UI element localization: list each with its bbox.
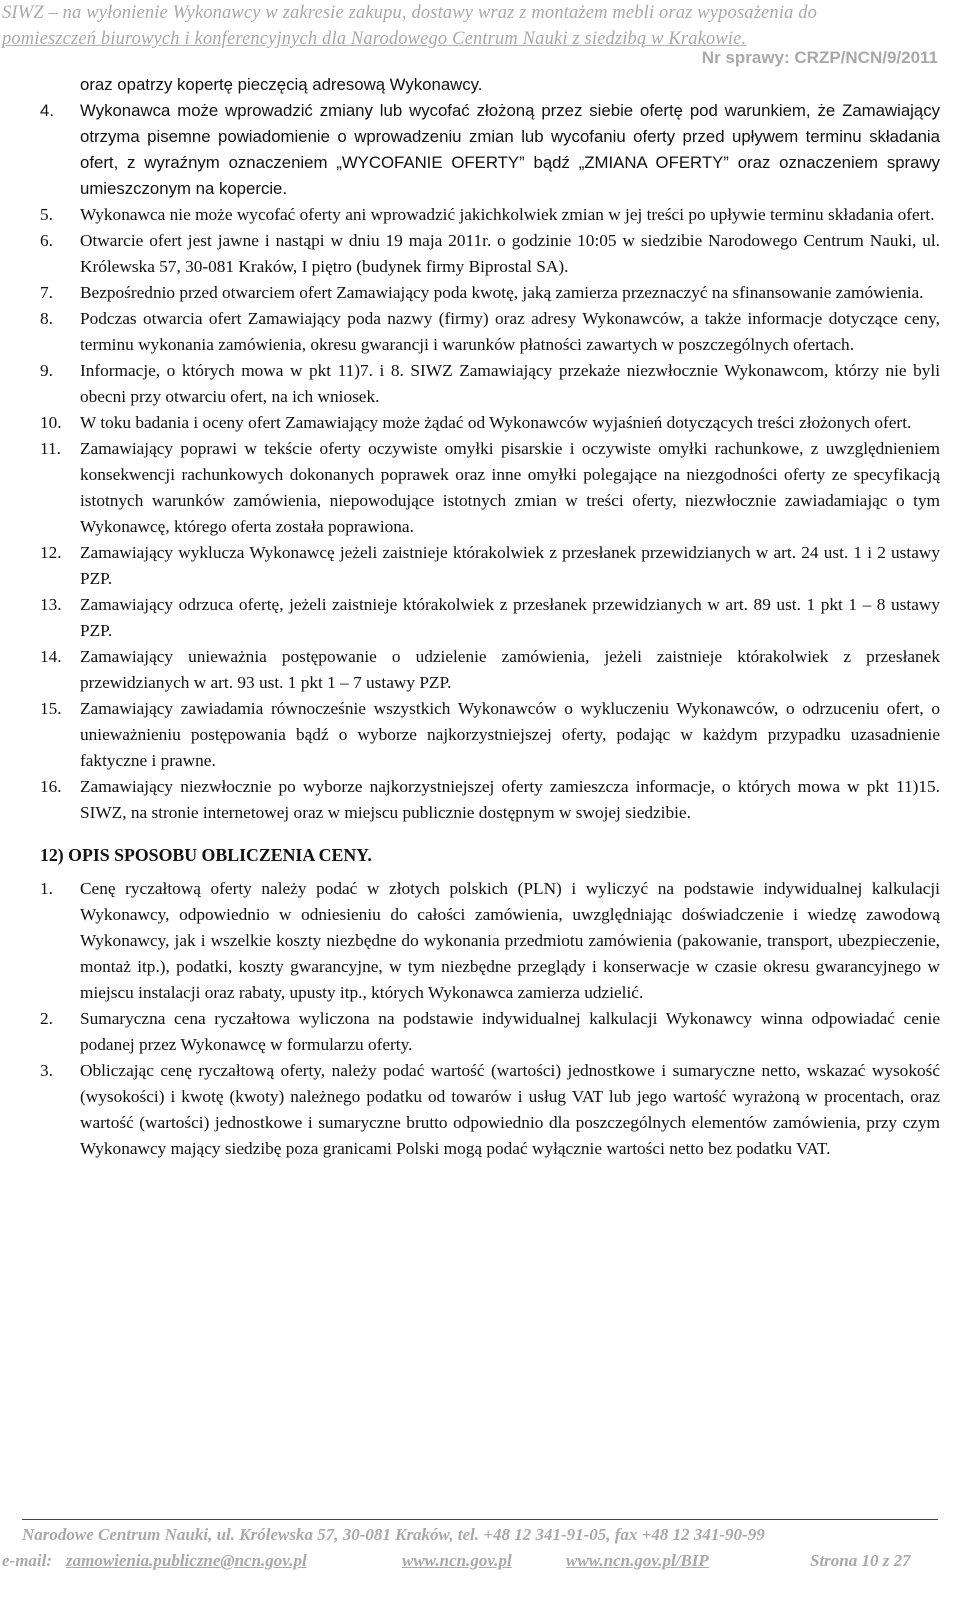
document-footer <box>0 1522 960 1574</box>
list-item-text: Zamawiający niezwłocznie po wyborze najkorzystniejszej oferty zamieszcza informacje, o których mowa w pkt 11)15. SIWZ, na stronie internetowej oraz w miejscu publicznie dostępnym w swojej siedzibie. <box>80 777 940 822</box>
list-item-number: 10. <box>40 413 62 432</box>
list-item-text: Zamawiający unieważnia postępowanie o udzielenie zamówienia, jeżeli zaistnieje którakolwiek z przesłanek przewidzianych w art. 93 ust. 1 pkt 1 – 7 ustawy PZP. <box>80 647 940 692</box>
list-item <box>40 228 940 280</box>
list-item-number: 15. <box>40 699 62 718</box>
list-item-number: 3. <box>40 1061 53 1080</box>
footer-bip-link[interactable]: www.ncn.gov.pl/BIP <box>566 1551 709 1570</box>
footer-email-link[interactable]: zamowienia.publiczne@ncn.gov.pl <box>66 1551 307 1570</box>
list-item-number: 2. <box>40 1009 53 1028</box>
numbered-list-section-11 <box>40 98 940 826</box>
list-item-number: 9. <box>40 361 53 380</box>
list-item-number: 1. <box>40 879 53 898</box>
list-item-number: 8. <box>40 309 53 328</box>
document-body <box>40 72 940 1162</box>
footer-address: Narodowe Centrum Nauki, ul. Królewska 57, 30-081 Kraków, tel. +48 12 341-91-05, fax +48 12 341-90-99 <box>22 1525 765 1544</box>
list-item-number: 5. <box>40 205 53 224</box>
list-item-number: 11. <box>40 439 61 458</box>
list-item-text: Cenę ryczałtową oferty należy podać w złotych polskich (PLN) i wyliczyć na podstawie indywidualnej kalkulacji Wykonawcy, odpowiednio w odniesieniu do całości zamówienia, uwzględniając doświadczenie i wiedzę zawodową Wykonawcy, jak i wszelkie koszty niezbędne do wykonania przedmiotu zamówienia (pakowanie, transport, ubezpieczenie, montaż itp.), podatki, koszty gwarancyjne, w tym niezbędne przeglądy i konserwacje w czasie okresu gwarancyjnego w miejscu instalacji oraz rabaty, upusty itp., których Wykonawca zamierza udzielić. <box>80 879 940 1002</box>
list-item <box>40 644 940 696</box>
list-item-number: 13. <box>40 595 62 614</box>
list-item-text: Zamawiający odrzuca ofertę, jeżeli zaistnieje którakolwiek z przesłanek przewidzianych w art. 89 ust. 1 pkt 1 – 8 ustawy PZP. <box>80 595 940 640</box>
list-item <box>40 774 940 826</box>
list-item-text: Otwarcie ofert jest jawne i nastąpi w dniu 19 maja 2011r. o godzinie 10:05 w siedzibie Narodowego Centrum Nauki, ul. Królewska 57, 30-081 Kraków, I piętro (budynek firmy Biprostal SA). <box>80 231 940 276</box>
list-item-text: Sumaryczna cena ryczałtowa wyliczona na podstawie indywidualnej kalkulacji Wykonawcy winna odpowiadać cenie podanej przez Wykonawcę w formularzu oferty. <box>80 1009 940 1054</box>
list-item-text: Zamawiający zawiadamia równocześnie wszystkich Wykonawców o wykluczeniu Wykonawców, o odrzuceniu ofert, o unieważnieniu postępowania bądź o wyborze najkorzystniejszej oferty, podając w każdym przypadku uzasadnienie faktyczne i prawne. <box>80 699 940 770</box>
document-header <box>0 0 960 52</box>
list-item-text: Podczas otwarcia ofert Zamawiający poda nazwy (firmy) oraz adresy Wykonawców, a także informacje dotyczące ceny, terminu wykonania zamówienia, okresu gwarancji i warunków płatności zawartych w poszczególnych ofertach. <box>80 309 940 354</box>
numbered-list-section-12 <box>40 876 940 1162</box>
list-item-text: Bezpośrednio przed otwarciem ofert Zamawiający poda kwotę, jaką zamierza przeznaczyć na sfinansowanie zamówienia. <box>80 283 924 302</box>
list-item-number: 14. <box>40 647 62 666</box>
footer-website-link[interactable]: www.ncn.gov.pl <box>402 1551 512 1570</box>
list-item <box>40 358 940 410</box>
list-item <box>40 696 940 774</box>
list-item-text: Wykonawca nie może wycofać oferty ani wprowadzić jakichkolwiek zmian w jej treści po upływie terminu składania ofert. <box>80 205 935 224</box>
footer-page-number: Strona 10 z 27 <box>810 1551 911 1570</box>
list-item-number: 4. <box>40 101 54 120</box>
case-number: Nr sprawy: CRZP/NCN/9/2011 <box>701 48 938 67</box>
list-item-text: Zamawiający poprawi w tekście oferty oczywiste omyłki pisarskie i oczywiste omyłki rachunkowe, z uwzględnieniem konsekwencji rachunkowych dokonanych poprawek oraz inne omyłki polegające na niezgodności oferty ze specyfikacją istotnych warunków zamówienia, niepowodujące istotnych zmian w treści oferty, niezwłocznie zawiadamiając o tym Wykonawcę, którego oferta została poprawiona. <box>80 439 940 536</box>
continuation-text: oraz opatrzy kopertę pieczęcią adresową Wykonawcy. <box>80 75 483 94</box>
list-item <box>40 540 940 592</box>
list-item <box>40 410 940 436</box>
list-item <box>40 98 940 202</box>
list-item-text: Informacje, o których mowa w pkt 11)7. i 8. SIWZ Zamawiający przekaże niezwłocznie Wykonawcom, którzy nie byli obecni przy otwarciu ofert, na ich wniosek. <box>80 361 940 406</box>
list-item-number: 7. <box>40 283 53 302</box>
section-heading: 12) OPIS SPOSOBU OBLICZENIA CENY. <box>40 845 372 865</box>
list-item-number: 6. <box>40 231 53 250</box>
header-title-line-1: SIWZ – na wyłonienie Wykonawcy w zakresie zakupu, dostawy wraz z montażem mebli oraz wyposażenia do <box>2 3 818 23</box>
list-item-number: 12. <box>40 543 62 562</box>
footer-divider <box>22 1519 938 1520</box>
list-item <box>40 592 940 644</box>
list-item-text: Obliczając cenę ryczałtową oferty, należy podać wartość (wartości) jednostkowe i sumaryczne netto, wskazać wysokość (wysokości) i kwotę (kwoty) należnego podatku od towarów i usług VAT lub jego wartość wyrażoną w procentach, oraz wartość (wartości) jednostkowe i sumaryczne brutto odpowiednio dla poszczególnych elementów zamówienia, przy czym Wykonawcy mający siedzibę poza granicami Polski mogą podać wyłącznie wartości netto bez podatku VAT. <box>80 1061 940 1158</box>
header-title-line-2: pomieszczeń biurowych i konferencyjnych dla Narodowego Centrum Nauki z siedzibą w Krakowie. <box>2 29 747 49</box>
list-item <box>40 202 940 228</box>
list-item <box>40 280 940 306</box>
list-item-text: Wykonawca może wprowadzić zmiany lub wycofać złożoną przez siebie ofertę pod warunkiem, że Zamawiający otrzyma pisemne powiadomienie o wprowadzeniu zmian lub wycofaniu oferty przed upływem terminu składania ofert, z wyraźnym oznaczeniem „WYCOFANIE OFERTY” bądź „ZMIANA OFERTY” oraz oznaczeniem sprawy umieszczonym na kopercie. <box>80 101 940 198</box>
list-item-text: W toku badania i oceny ofert Zamawiający może żądać od Wykonawców wyjaśnień dotyczących treści złożonych ofert. <box>80 413 912 432</box>
list-item <box>40 436 940 540</box>
list-item-number: 16. <box>40 777 62 796</box>
footer-contact-line <box>0 1548 960 1574</box>
list-item <box>40 306 940 358</box>
list-item-text: Zamawiający wyklucza Wykonawcę jeżeli zaistnieje którakolwiek z przesłanek przewidzianych w art. 24 ust. 1 i 2 ustawy PZP. <box>80 543 940 588</box>
list-item <box>40 1006 940 1058</box>
footer-email-label: e-mail: <box>2 1551 53 1570</box>
list-item <box>40 876 940 1006</box>
list-item <box>40 1058 940 1162</box>
